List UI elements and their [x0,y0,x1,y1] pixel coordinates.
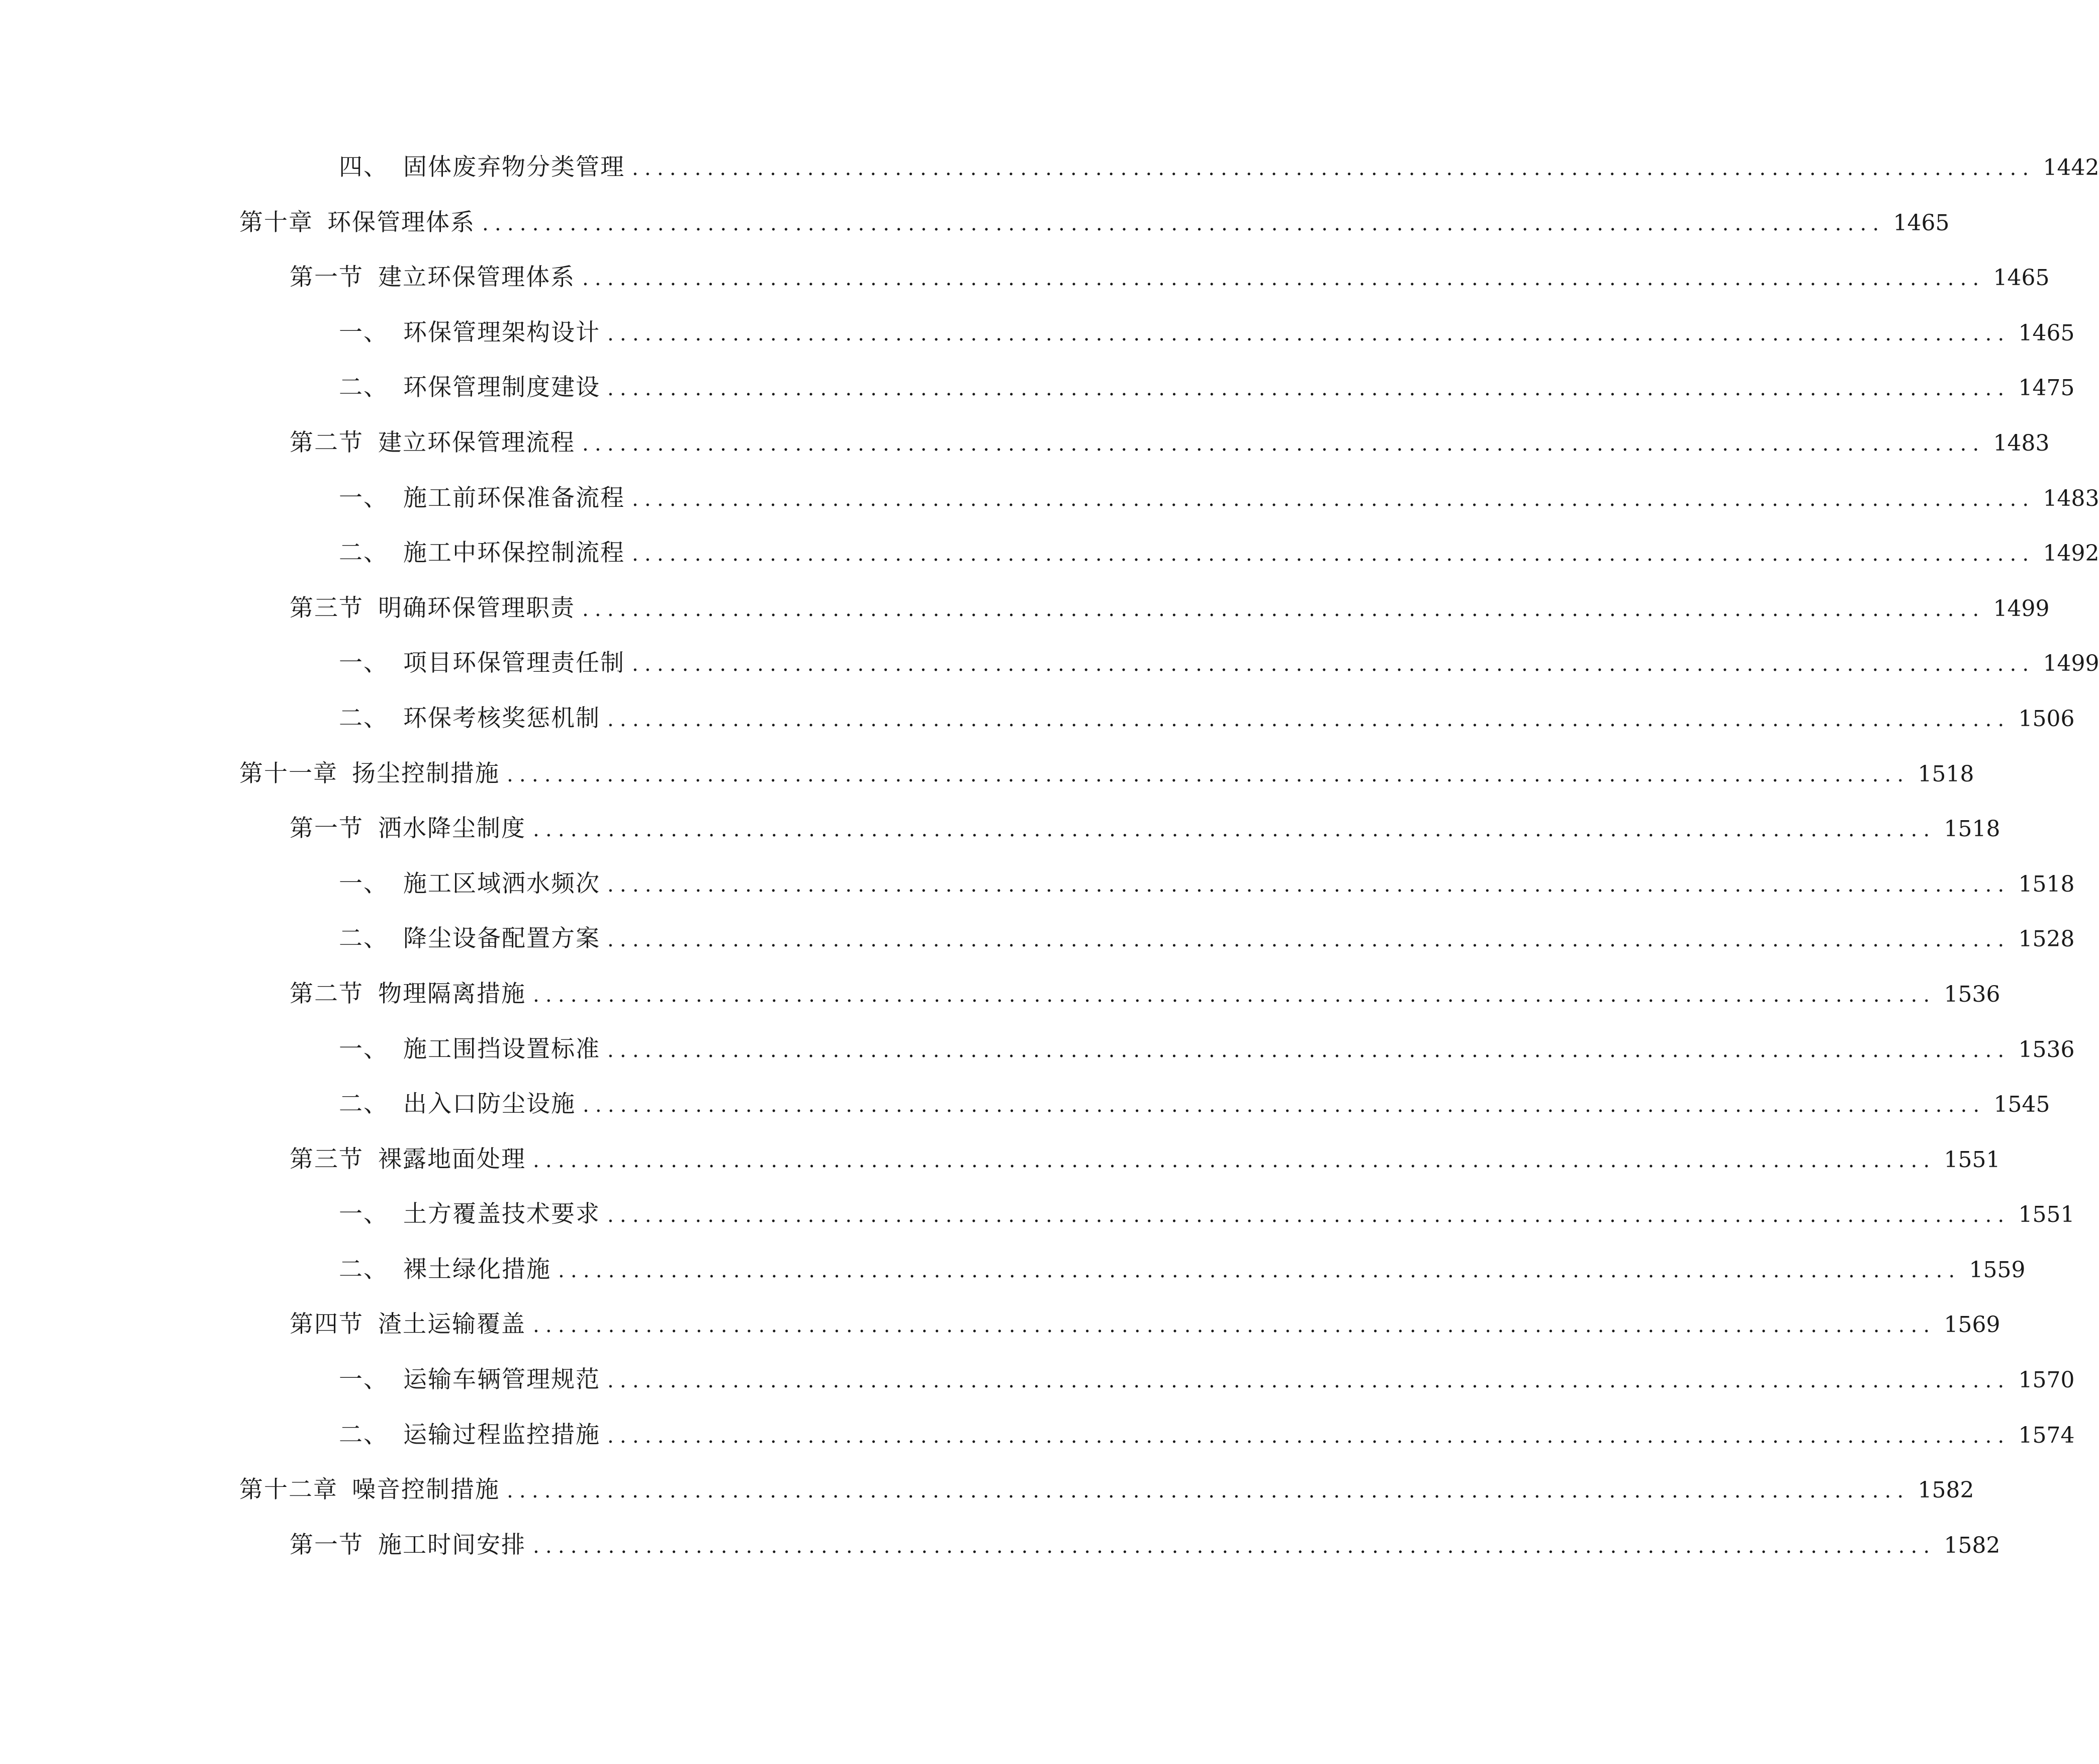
toc-entry-number: 一、 [339,484,388,512]
toc-entry-title: 固体废弃物分类管理 [403,153,625,181]
toc-page-number: 1465 [1893,210,1950,236]
toc-entry-number: 第四节 [290,1310,363,1339]
toc-entry-title: 洒水降尘制度 [378,815,526,843]
toc-entry-title: 施工区域洒水频次 [403,869,600,898]
toc-dot-leader: ................................................................................................................ [607,322,2011,345]
toc-page-number: 1559 [1969,1257,2026,1283]
toc-entry[interactable] [239,1032,2075,1087]
toc-entry-number: 一、 [339,1200,388,1228]
toc-dot-leader: ................................................................................................................ [607,873,2011,897]
toc-page-number: 1582 [1944,1532,2000,1558]
toc-dot-leader: ................................................................................................................ [533,1149,1936,1172]
toc-dot-leader: ................................................................................................................ [533,818,1936,842]
toc-dot-leader: ................................................................................................................ [607,1204,2011,1227]
toc-entry-number: 第一节 [290,263,363,292]
toc-page-number: 1569 [1944,1312,2000,1338]
toc-entry-title: 扬尘控制措施 [352,759,500,787]
toc-page-number: 1582 [1918,1477,1974,1504]
toc-dot-leader: ................................................................................................................ [607,377,2011,401]
toc-dot-leader: ................................................................................................................ [607,1038,2011,1062]
toc-entry[interactable] [239,1418,2075,1473]
toc-entry-title: 噪音控制措施 [352,1476,500,1504]
toc-entry-number: 第一节 [290,1531,363,1559]
toc-entry[interactable] [239,701,2075,756]
toc-dot-leader: ................................................................................................................ [582,597,1985,621]
toc-entry[interactable] [239,591,2050,646]
toc-entry[interactable] [239,536,2099,591]
toc-page-number: 1492 [2043,541,2099,567]
toc-dot-leader: ................................................................................................................ [632,653,2035,676]
toc-dot-leader: ................................................................................................................ [632,543,2035,566]
toc-dot-leader: ................................................................................................................ [482,212,1885,235]
toc-entry-number: 一、 [339,869,388,898]
toc-dot-leader: ................................................................................................................ [582,267,1985,291]
toc-page-number: 1551 [2018,1202,2075,1228]
toc-entry-title: 环保管理体系 [327,208,475,236]
toc-entry[interactable] [239,370,2075,425]
toc-entry-title: 明确环保管理职责 [378,594,575,622]
toc-page-number: 1551 [1944,1146,2000,1173]
toc-entry-title: 施工前环保准备流程 [403,484,625,512]
toc-entry-number: 一、 [339,649,388,677]
toc-entry-number: 二、 [339,1421,388,1449]
toc-entry-number: 二、 [339,539,388,567]
toc-entry-title: 土方覆盖技术要求 [403,1200,600,1228]
toc-entry[interactable] [239,1142,2000,1197]
toc-entry[interactable] [239,1472,1974,1528]
toc-page-number: 1442 [2043,155,2099,181]
toc-page-number: 1483 [2043,485,2099,511]
toc-entry-title: 运输过程监控措施 [403,1421,600,1449]
toc-entry[interactable] [239,866,2075,922]
toc-entry-title: 施工围挡设置标准 [403,1035,600,1063]
toc-page-number: 1570 [2018,1367,2075,1393]
toc-dot-leader: ................................................................................................................ [582,432,1985,456]
toc-dot-leader: ................................................................................................................ [558,1259,1961,1282]
toc-page-number: 1545 [1993,1092,2050,1118]
toc-entry-title: 降尘设备配置方案 [403,925,600,953]
toc-entry-number: 第十二章 [239,1476,338,1504]
toc-entry-title: 建立环保管理体系 [378,263,575,292]
toc-entry-title: 项目环保管理责任制 [403,649,625,677]
toc-entry-number: 一、 [339,1035,388,1063]
toc-dot-leader: ................................................................................................................ [632,157,2035,180]
toc-entry-title: 施工时间安排 [378,1531,526,1559]
toc-entry-title: 渣土运输覆盖 [378,1310,526,1339]
toc-entry[interactable] [239,315,2075,371]
toc-page-number: 1465 [1993,265,2050,291]
table-of-contents [239,150,2099,1582]
toc-entry[interactable] [239,205,1950,260]
toc-entry-number: 第十一章 [239,759,338,787]
toc-entry[interactable] [239,1087,2050,1142]
toc-entry-title: 环保管理架构设计 [403,318,600,346]
toc-entry-title: 施工中环保控制流程 [403,539,625,567]
toc-entry-title: 物理隔离措施 [378,980,526,1008]
toc-entry[interactable] [239,425,2050,481]
toc-entry-title: 环保考核奖惩机制 [403,704,600,732]
toc-entry-number: 第二节 [290,428,363,457]
toc-page-number: 1475 [2018,375,2075,401]
toc-dot-leader: ................................................................................................................ [583,1094,1986,1117]
toc-entry-number: 第一节 [290,815,363,843]
toc-entry-number: 第十章 [239,208,313,236]
toc-entry[interactable] [239,811,2000,866]
toc-entry-number: 二、 [339,1090,388,1118]
toc-entry[interactable] [239,1528,2000,1583]
toc-page-number: 1499 [2043,651,2099,677]
toc-dot-leader: ................................................................................................................ [533,1314,1936,1338]
toc-entry-number: 二、 [339,374,388,402]
toc-dot-leader: ................................................................................................................ [533,1534,1936,1558]
toc-entry-title: 出入口防尘设施 [403,1090,576,1118]
toc-page-number: 1506 [2018,705,2075,732]
toc-dot-leader: ................................................................................................................ [507,763,1910,786]
toc-entry-number: 第三节 [290,594,363,622]
toc-entry[interactable] [239,756,1974,812]
toc-entry-title: 裸土绿化措施 [403,1255,551,1283]
toc-dot-leader: ................................................................................................................ [607,708,2011,731]
toc-entry[interactable] [239,1197,2075,1252]
toc-entry[interactable] [239,646,2099,701]
toc-entry-number: 二、 [339,1255,388,1283]
toc-page-number: 1536 [1944,981,2000,1007]
toc-page-number: 1518 [1944,816,2000,842]
toc-entry-number: 一、 [339,1366,388,1394]
toc-entry[interactable] [239,150,2099,205]
toc-entry-number: 第三节 [290,1145,363,1173]
toc-dot-leader: ................................................................................................................ [607,1424,2011,1448]
toc-entry-title: 裸露地面处理 [378,1145,526,1173]
toc-page-number: 1574 [2018,1422,2075,1448]
toc-entry[interactable] [239,1307,2000,1362]
toc-entry-number: 二、 [339,704,388,732]
toc-entry[interactable] [239,1252,2026,1307]
toc-page-number: 1465 [2018,320,2075,346]
toc-page-number: 1483 [1993,430,2050,456]
toc-entry-number: 四、 [339,153,388,181]
toc-dot-leader: ................................................................................................................ [507,1479,1910,1503]
toc-entry-number: 第二节 [290,980,363,1008]
toc-page-number: 1518 [2018,871,2075,897]
toc-entry[interactable] [239,977,2000,1032]
toc-dot-leader: ................................................................................................................ [632,487,2035,511]
toc-entry[interactable] [239,921,2075,977]
toc-dot-leader: ................................................................................................................ [607,928,2011,952]
toc-entry[interactable] [239,481,2099,536]
toc-entry-number: 一、 [339,318,388,346]
toc-page-number: 1518 [1918,761,1974,787]
toc-page-number: 1528 [2018,926,2075,952]
toc-entry[interactable] [239,1362,2075,1418]
toc-entry-title: 运输车辆管理规范 [403,1366,600,1394]
toc-entry-title: 环保管理制度建设 [403,374,600,402]
toc-entry-number: 二、 [339,925,388,953]
toc-page-number: 1499 [1993,595,2050,622]
toc-dot-leader: ................................................................................................................ [607,1369,2011,1393]
toc-dot-leader: ................................................................................................................ [533,983,1936,1007]
toc-entry-title: 建立环保管理流程 [378,428,575,457]
toc-entry[interactable] [239,260,2050,315]
toc-page-number: 1536 [2018,1036,2075,1063]
